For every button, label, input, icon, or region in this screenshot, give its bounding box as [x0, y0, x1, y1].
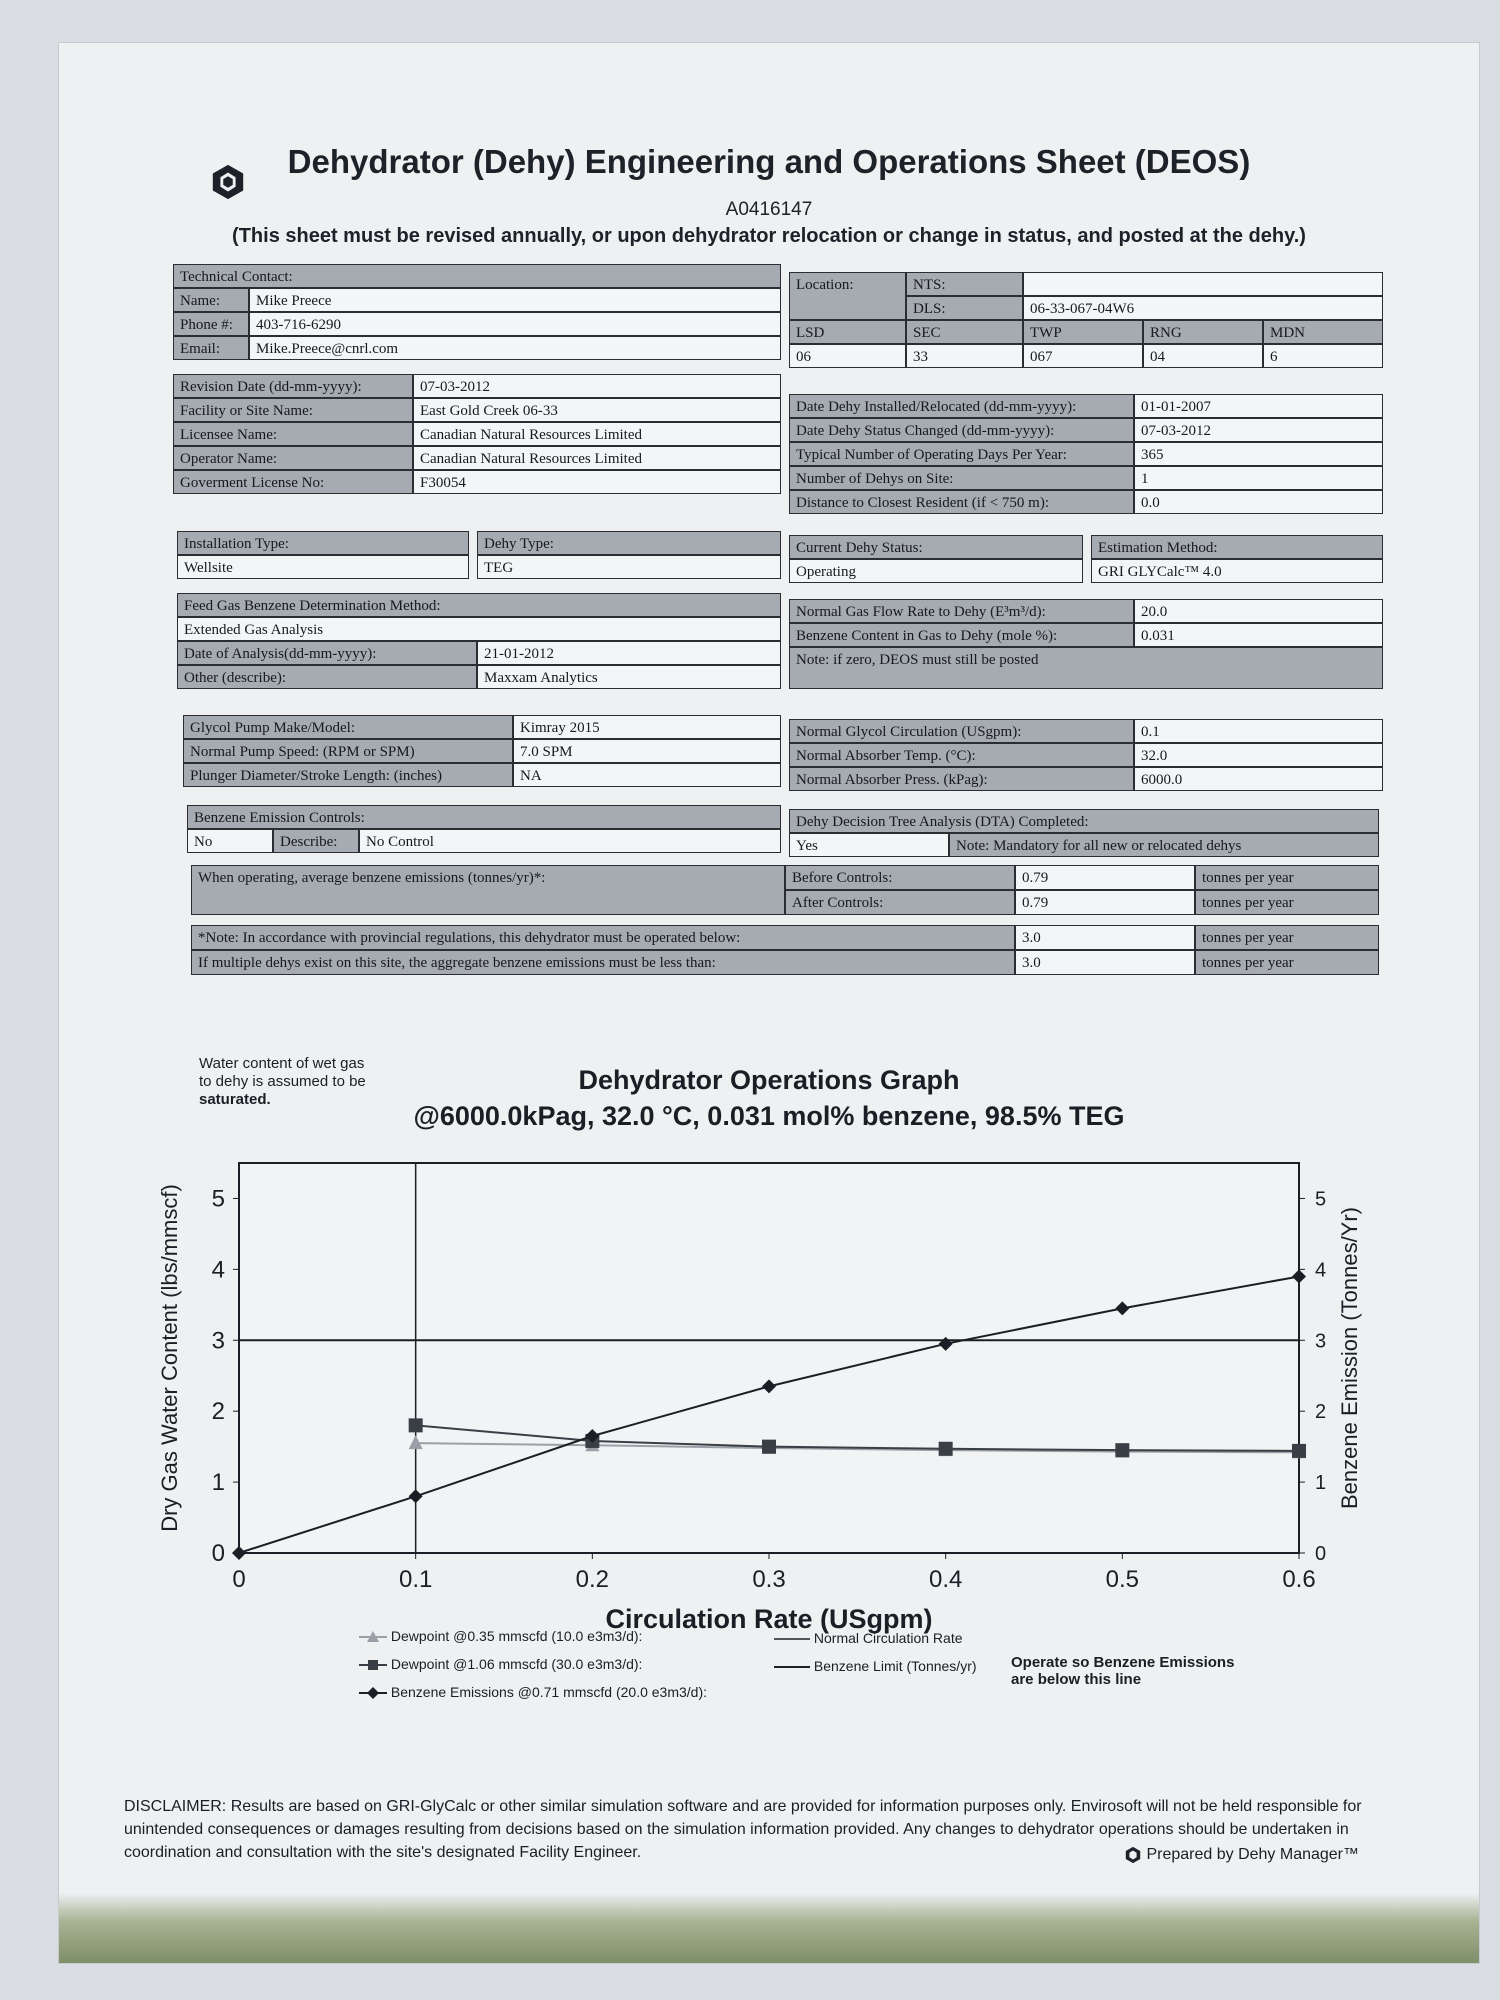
analysis-date-value: 21-01-2012 — [477, 641, 781, 665]
graph-subtitle: @6000.0kPag, 32.0 °C, 0.031 mol% benzene, 98.5% TEG — [413, 1101, 1125, 1131]
site-value: East Gold Creek 06-33 — [413, 398, 781, 422]
y2-tick-label: 3 — [1315, 1330, 1327, 1353]
after-controls-value: 0.79 — [1015, 890, 1195, 915]
glycol-circulation-value: 0.1 — [1134, 719, 1383, 743]
contact-phone-label: Phone #: — [173, 312, 249, 336]
operations-chart — [59, 1133, 1479, 1653]
emissions-label: When operating, average benzene emissions (tonnes/yr)*: — [191, 865, 785, 915]
water-note-line-1: Water content of wet gas — [199, 1055, 365, 1072]
triangle-marker-icon — [359, 1630, 387, 1644]
current-status-label: Current Dehy Status: — [789, 535, 1083, 559]
lsd-label: LSD — [789, 320, 906, 344]
operating-days-label: Typical Number of Operating Days Per Year: — [789, 442, 1134, 466]
controls-value: No — [187, 829, 273, 853]
analysis-date-label: Date of Analysis(dd-mm-yyyy): — [177, 641, 477, 665]
revision-label: Revision Date (dd-mm-yyyy): — [173, 374, 413, 398]
x-tick-label: 0.3 — [752, 1566, 786, 1593]
dls-label: DLS: — [906, 296, 1023, 320]
water-note-line-2: to dehy is assumed to be — [199, 1073, 366, 1090]
operating-days-value: 365 — [1134, 442, 1383, 466]
pump-speed-label: Normal Pump Speed: (RPM or SPM) — [183, 739, 513, 763]
y2-tick-label: 5 — [1315, 1188, 1327, 1211]
dehy-type-value: TEG — [477, 555, 781, 579]
y2-tick-label: 1 — [1315, 1472, 1327, 1495]
graph-title: Dehydrator Operations Graph — [578, 1065, 960, 1095]
nts-label: NTS: — [906, 272, 1023, 296]
licensee-value: Canadian Natural Resources Limited — [413, 422, 781, 446]
prepared-by-label: Prepared by Dehy Manager™ — [1146, 1846, 1360, 1864]
x-tick-label: 0.1 — [398, 1566, 433, 1593]
limit-note-2: If multiple dehys exist on this site, the aggregate benzene emissions must be less than: — [191, 950, 1015, 975]
operate-note-line-2: are below this line — [1011, 1671, 1142, 1688]
y2-tick-label: 0 — [1315, 1543, 1327, 1565]
dehy-count-label: Number of Dehys on Site: — [789, 466, 1134, 490]
x-tick-label: 0.5 — [1105, 1566, 1140, 1593]
absorber-temp-value: 32.0 — [1134, 743, 1383, 767]
dehy-count-value: 1 — [1134, 466, 1383, 490]
y2-tick-label: 2 — [1315, 1401, 1327, 1424]
license-label: Goverment License No: — [173, 470, 413, 494]
dehy-type-label: Dehy Type: — [477, 531, 781, 555]
legend-benzene — [359, 1684, 707, 1700]
prepared-by — [1124, 1846, 1359, 1864]
absorber-temp-label: Normal Absorber Temp. (°C): — [789, 743, 1134, 767]
operator-value: Canadian Natural Resources Limited — [413, 446, 781, 470]
benzene-content-value: 0.031 — [1134, 623, 1383, 647]
mdn-value: 6 — [1263, 344, 1383, 368]
x-tick-label: 0 — [232, 1566, 246, 1593]
pump-make-value: Kimray 2015 — [513, 715, 781, 739]
contact-name: Mike Preece — [249, 288, 781, 312]
legend-benzene-label: Benzene Emissions @0.71 mmscfd (20.0 e3m3/d): — [390, 1684, 708, 1700]
x-tick-label: 0.6 — [1282, 1566, 1316, 1593]
x-tick-label: 0.2 — [575, 1566, 610, 1593]
limit-note-1: *Note: In accordance with provincial regulations, this dehydrator must be operated below: — [191, 925, 1015, 950]
line-marker-icon — [774, 1662, 810, 1672]
absorber-press-value: 6000.0 — [1134, 767, 1383, 791]
operator-label: Operator Name: — [173, 446, 413, 470]
estimation-value: GRI GLYCalc™ 4.0 — [1091, 559, 1383, 583]
plunger-value: NA — [513, 763, 781, 787]
x-tick-label: 0.4 — [928, 1566, 963, 1593]
limit-unit-2: tonnes per year — [1195, 950, 1379, 975]
sheet-subtitle: (This sheet must be revised annually, or upon dehydrator relocation or change in status, and posted at the dehy.) — [232, 225, 1306, 247]
square-point — [762, 1440, 776, 1454]
pump-make-label: Glycol Pump Make/Model: — [183, 715, 513, 739]
rng-value: 04 — [1143, 344, 1263, 368]
installed-value: 01-01-2007 — [1134, 394, 1383, 418]
y-tick-label: 3 — [211, 1327, 225, 1355]
lsd-value: 06 — [789, 344, 906, 368]
sec-label: SEC — [906, 320, 1023, 344]
site-label: Facility or Site Name: — [173, 398, 413, 422]
limit-unit-1: tonnes per year — [1195, 925, 1379, 950]
y-tick-label: 5 — [211, 1185, 225, 1213]
glycol-circulation-label: Normal Glycol Circulation (USgpm): — [789, 719, 1134, 743]
status-changed-value: 07-03-2012 — [1134, 418, 1383, 442]
y-tick-label: 1 — [211, 1469, 225, 1497]
y2-tick-label: 4 — [1315, 1259, 1327, 1282]
legend-dewpoint-1 — [359, 1628, 642, 1644]
gas-flow-value: 20.0 — [1134, 599, 1383, 623]
estimation-label: Estimation Method: — [1091, 535, 1383, 559]
absorber-press-label: Normal Absorber Press. (kPag): — [789, 767, 1134, 791]
license-value: F30054 — [413, 470, 781, 494]
revision-value: 07-03-2012 — [413, 374, 781, 398]
contact-email-label: Email: — [173, 336, 249, 360]
contact-email: Mike.Preece@cnrl.com — [249, 336, 781, 360]
current-status-value: Operating — [789, 559, 1083, 583]
dls-value: 06-33-067-04W6 — [1023, 296, 1383, 320]
contact-heading: Technical Contact: — [173, 264, 781, 288]
limit-value-1: 3.0 — [1015, 925, 1195, 950]
square-point — [1115, 1443, 1129, 1457]
dehy-manager-small-logo-icon — [1124, 1846, 1142, 1864]
square-point — [939, 1442, 953, 1456]
square-marker-icon — [359, 1658, 387, 1672]
describe-label: Describe: — [273, 829, 359, 853]
contact-phone: 403-716-6290 — [249, 312, 781, 336]
y2-axis-label: Benzene Emission (Tonnes/Yr) — [1337, 1206, 1362, 1510]
operate-note-line-1: Operate so Benzene Emissions — [1011, 1654, 1235, 1671]
other-value: Maxxam Analytics — [477, 665, 781, 689]
pump-speed-value: 7.0 SPM — [513, 739, 781, 763]
plot-area — [239, 1163, 1299, 1553]
y-tick-label: 0 — [211, 1540, 225, 1567]
benzene-method-value: Extended Gas Analysis — [177, 617, 781, 641]
twp-label: TWP — [1023, 320, 1143, 344]
mdn-label: MDN — [1263, 320, 1383, 344]
legend-limit — [774, 1658, 977, 1674]
y-tick-label: 4 — [211, 1256, 225, 1284]
describe-value: No Control — [359, 829, 781, 853]
installation-type-value: Wellsite — [177, 555, 469, 579]
dta-heading: Dehy Decision Tree Analysis (DTA) Completed: — [789, 809, 1379, 833]
limit-value-2: 3.0 — [1015, 950, 1195, 975]
nts-value — [1023, 272, 1383, 296]
operate-note — [1011, 1654, 1234, 1688]
gas-note: Note: if zero, DEOS must still be posted — [789, 647, 1383, 689]
before-controls-unit: tonnes per year — [1195, 865, 1379, 890]
gas-flow-label: Normal Gas Flow Rate to Dehy (E³m³/d): — [789, 599, 1134, 623]
status-changed-label: Date Dehy Status Changed (dd-mm-yyyy): — [789, 418, 1134, 442]
legend-dewpoint-1-label: Dewpoint @0.35 mmscfd (10.0 e3m3/d): — [390, 1628, 643, 1644]
distance-value: 0.0 — [1134, 490, 1383, 514]
sec-value: 33 — [906, 344, 1023, 368]
after-controls-label: After Controls: — [785, 890, 1015, 915]
sheet-grime — [59, 1893, 1479, 1963]
water-note-line-3: saturated. — [199, 1091, 271, 1108]
y-tick-label: 2 — [211, 1398, 225, 1426]
document-id: A0416147 — [725, 199, 813, 220]
location-label: Location: — [789, 272, 906, 320]
contact-name-label: Name: — [173, 288, 249, 312]
distance-label: Distance to Closest Resident (if < 750 m): — [789, 490, 1134, 514]
benzene-content-label: Benzene Content in Gas to Dehy (mole %): — [789, 623, 1134, 647]
line-marker-icon — [774, 1634, 810, 1644]
plunger-label: Plunger Diameter/Stroke Length: (inches) — [183, 763, 513, 787]
legend-dewpoint-2-label: Dewpoint @1.06 mmscfd (30.0 e3m3/d): — [390, 1656, 643, 1672]
other-label: Other (describe): — [177, 665, 477, 689]
before-controls-value: 0.79 — [1015, 865, 1195, 890]
installed-label: Date Dehy Installed/Relocated (dd-mm-yyyy): — [789, 394, 1134, 418]
benzene-method-heading: Feed Gas Benzene Determination Method: — [177, 593, 781, 617]
installation-type-label: Installation Type: — [177, 531, 469, 555]
legend-limit-label: Benzene Limit (Tonnes/yr) — [813, 1658, 977, 1674]
square-point — [409, 1418, 423, 1432]
controls-heading: Benzene Emission Controls: — [187, 805, 781, 829]
licensee-label: Licensee Name: — [173, 422, 413, 446]
x-axis-label: Circulation Rate (USgpm) — [605, 1604, 933, 1634]
disclaimer: DISCLAIMER: Results are based on GRI-GlyCalc or other similar simulation software and are provided for information purposes only. Envirosoft will not be held responsible for unintended consequences or damages resulting from decisions based on the simulation information provided. Any changes to dehydrator operations should be undertaken in coordination and consultation with the site's designated Facility Engineer. — [124, 1798, 1362, 1861]
after-controls-unit: tonnes per year — [1195, 890, 1379, 915]
legend-circulation — [774, 1630, 963, 1646]
twp-value: 067 — [1023, 344, 1143, 368]
rng-label: RNG — [1143, 320, 1263, 344]
legend-dewpoint-2 — [359, 1656, 642, 1672]
y-axis-label: Dry Gas Water Content (lbs/mmscf) — [157, 1184, 182, 1532]
legend-circulation-label: Normal Circulation Rate — [813, 1630, 963, 1646]
dta-value: Yes — [789, 833, 949, 857]
diamond-marker-icon — [359, 1686, 387, 1700]
square-point — [1292, 1444, 1306, 1458]
sheet-title: Dehydrator (Dehy) Engineering and Operations Sheet (DEOS) — [287, 143, 1251, 180]
deos-sheet — [58, 42, 1480, 1964]
dta-note: Note: Mandatory for all new or relocated dehys — [949, 833, 1379, 857]
before-controls-label: Before Controls: — [785, 865, 1015, 890]
